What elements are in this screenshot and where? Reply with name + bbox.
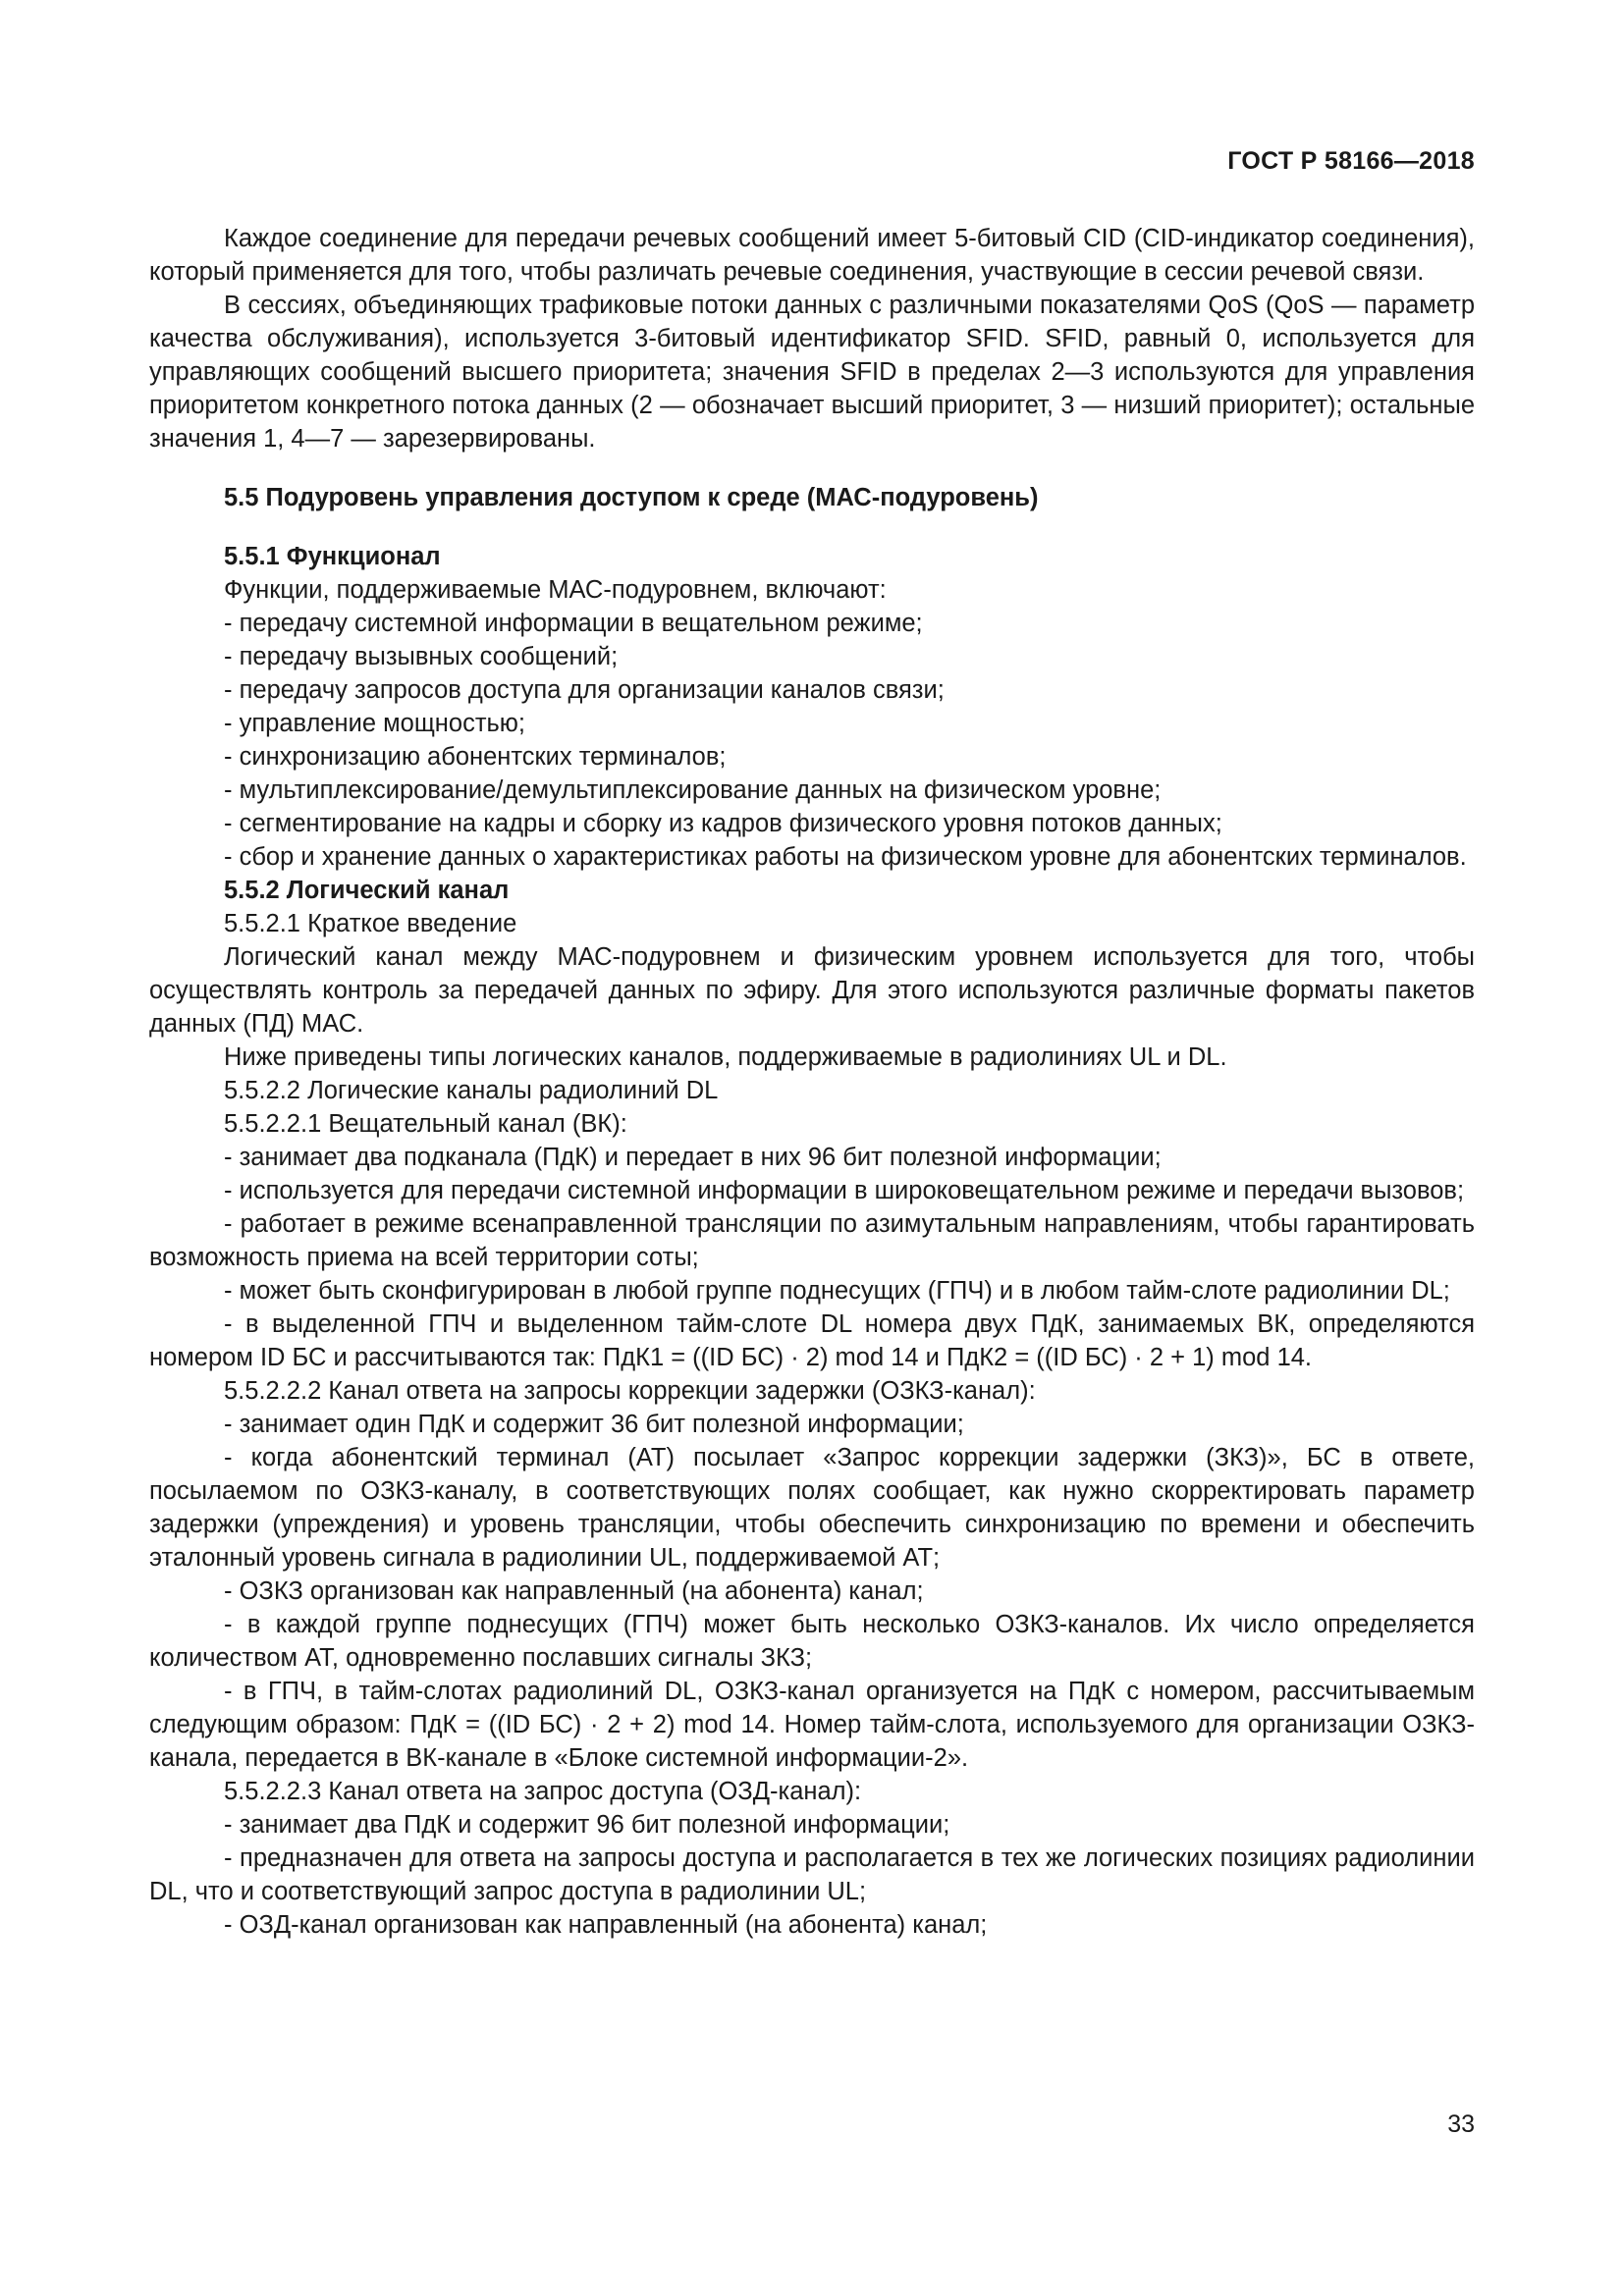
paragraph-sfid: В сессиях, объединяющих трафиковые потоки данных с различными показателями QoS (QoS — параметр качества обслуживания), используется 3-битовый идентификатор SFID. SFID, равный 0, используется для управляющих сообщений высшего приоритета; значения SFID в пределах 2—3 используются для управления приоритетом конкретного потока данных (2 — обозначает высший приоритет, 3 — низший приоритет); остальные значения 1, 4—7 — зарезервированы.	[149, 292, 1475, 453]
list-item: - в ГПЧ, в тайм-слотах радиолиний DL, ОЗКЗ-канал организуется на ПдК с номером, рассчитываемым следующим образом: ПдК = ((ID БС) · 2 + 2) mod 14. Номер тайм-слота, используемого для организации ОЗКЗ-канала, передается в ВК-канале в «Блоке системной информации-2».	[149, 1678, 1475, 1772]
page-number: 33	[1447, 2110, 1475, 2138]
document-body	[149, 222, 1475, 1942]
list-item: - передачу системной информации в вещательном режиме;	[224, 610, 923, 637]
paragraph-logical-channel: Логический канал между МАС-подуровнем и физическим уровнем используется для того, чтобы осуществлять контроль за передачей данных по эфиру. Для этого используются различные форматы пакетов данных (ПД) МАС.	[149, 943, 1475, 1038]
paragraph-functions-intro: Функции, поддерживаемые МАС-подуровнем, включают:	[224, 576, 887, 604]
list-item: - передачу вызывных сообщений;	[224, 643, 619, 670]
list-item: - синхронизацию абонентских терминалов;	[224, 743, 727, 771]
subsection-heading: 5.5.2.1 Краткое введение	[224, 910, 517, 937]
subsection-heading: 5.5.2.2.2 Канал ответа на запросы коррекции задержки (ОЗКЗ-канал):	[224, 1377, 1036, 1405]
list-item: - может быть сконфигурирован в любой группе поднесущих (ГПЧ) и в любом тайм-слоте радиолинии DL;	[224, 1277, 1450, 1305]
section-heading-5-5-2: 5.5.2 Логический канал	[224, 877, 510, 904]
standard-header: ГОСТ Р 58166—2018	[1227, 147, 1475, 175]
list-item: - в каждой группе поднесущих (ГПЧ) может быть несколько ОЗКЗ-каналов. Их число определяется количеством АТ, одновременно пославших сигналы ЗКЗ;	[149, 1611, 1475, 1672]
list-item: - занимает один ПдК и содержит 36 бит полезной информации;	[224, 1411, 964, 1438]
list-item: - предназначен для ответа на запросы доступа и располагается в тех же логических позициях радиолинии DL, что и соответствующий запрос доступа в радиолинии UL;	[149, 1844, 1475, 1905]
section-heading-5-5-1: 5.5.1 Функционал	[224, 543, 441, 570]
list-item: - занимает два ПдК и содержит 96 бит полезной информации;	[224, 1811, 950, 1839]
list-item: - работает в режиме всенаправленной трансляции по азимутальным направлениям, чтобы гарантировать возможность приема на всей территории соты;	[149, 1210, 1475, 1271]
list-item: - передачу запросов доступа для организации каналов связи;	[224, 676, 945, 704]
list-item: - сегментирование на кадры и сборку из кадров физического уровня потоков данных;	[224, 810, 1222, 837]
list-item: - управление мощностью;	[224, 710, 525, 737]
section-heading-5-5: 5.5 Подуровень управления доступом к среде (МАС-подуровень)	[224, 484, 1039, 511]
list-item: - в выделенной ГПЧ и выделенном тайм-слоте DL номера двух ПдК, занимаемых ВК, определяются номером ID БС и рассчитываются так: ПдК1 = ((ID БС) · 2) mod 14 и ПдК2 = ((ID БС) · 2 + 1) mod 14.	[149, 1310, 1475, 1371]
list-item: - когда абонентский терминал (АТ) посылает «Запрос коррекции задержки (ЗКЗ)», БС в ответе, посылаемом по ОЗКЗ-каналу, в соответствующих полях сообщает, как нужно скорректировать параметр задержки (упреждения) и уровень трансляции, чтобы обеспечить синхронизацию по времени и обеспечить эталонный уровень сигнала в радиолинии UL, поддерживаемой АТ;	[149, 1444, 1475, 1572]
list-item: - ОЗД-канал организован как направленный (на абонента) канал;	[224, 1911, 988, 1939]
paragraph-cid: Каждое соединение для передачи речевых сообщений имеет 5-битовый CID (CID-индикатор соединения), который применяется для того, чтобы различать речевые соединения, участвующие в сессии речевой связи.	[149, 225, 1475, 286]
subsection-heading: 5.5.2.2 Логические каналы радиолиний DL	[224, 1077, 719, 1104]
list-item: - сбор и хранение данных о характеристиках работы на физическом уровне для абонентских терминалов.	[224, 843, 1467, 871]
list-item: - занимает два подканала (ПдК) и передает в них 96 бит полезной информации;	[224, 1144, 1162, 1171]
paragraph-channel-types: Ниже приведены типы логических каналов, поддерживаемые в радиолиниях UL и DL.	[224, 1043, 1227, 1071]
subsection-heading: 5.5.2.2.1 Вещательный канал (ВК):	[224, 1110, 627, 1138]
list-item: - используется для передачи системной информации в широковещательном режиме и передачи вызовов;	[224, 1177, 1465, 1204]
list-item: - ОЗКЗ организован как направленный (на абонента) канал;	[224, 1577, 924, 1605]
list-item: - мультиплексирование/демультиплексирование данных на физическом уровне;	[224, 776, 1162, 804]
subsection-heading: 5.5.2.2.3 Канал ответа на запрос доступа (ОЗД-канал):	[224, 1778, 862, 1805]
